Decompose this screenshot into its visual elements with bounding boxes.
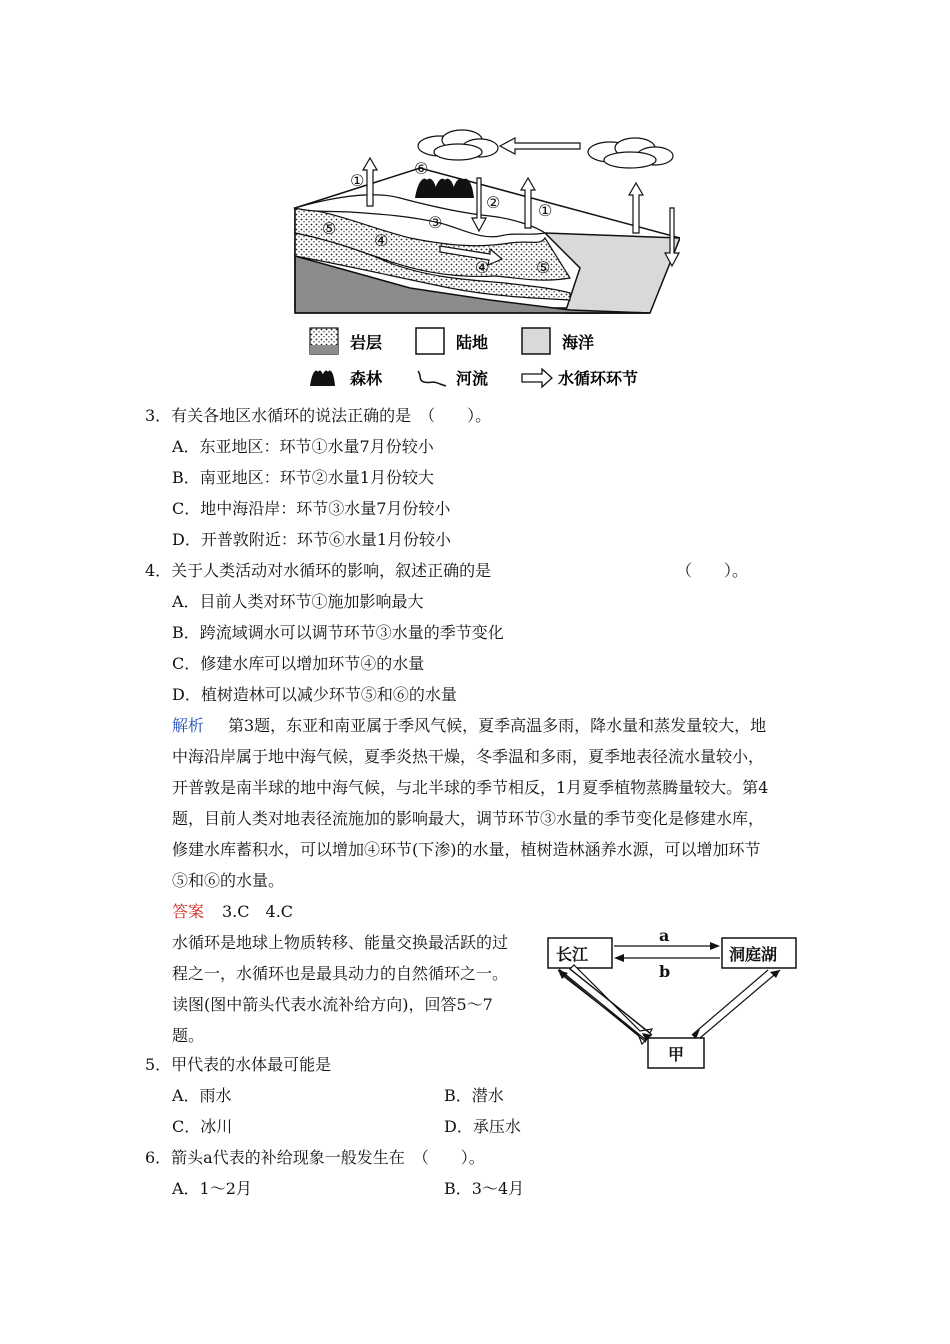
q6-option-a: A．1～2月	[172, 1179, 252, 1198]
q3-option-d: D．开普敦附近：环节⑥水量1月份较小	[172, 530, 452, 549]
water-cycle-diagram	[290, 128, 680, 398]
marker-4-right: ④	[475, 258, 490, 277]
node-dongting: 洞庭湖	[729, 945, 778, 964]
answer-text: 3.C 4.C	[222, 902, 294, 921]
analysis-label: 解析	[172, 716, 205, 735]
q5-option-b: B．潜水	[444, 1086, 504, 1105]
q3-option-b: B．南亚地区：环节②水量1月份较大	[172, 468, 434, 487]
legend-forest: 森林	[350, 369, 383, 388]
q6-option-b: B．3～4月	[444, 1179, 525, 1198]
analysis-line-5: 修建水库蓄积水，可以增加④环节(下渗)的水量，植树造林涵养水源，可以增加环节	[172, 840, 761, 859]
marker-2: ②	[486, 193, 501, 212]
q4-option-a: A．目前人类对环节①施加影响最大	[172, 592, 424, 611]
q4-stem: 4．关于人类活动对水循环的影响，叙述正确的是	[145, 561, 492, 580]
hollow-arrow-icon	[522, 369, 552, 387]
marker-6: ⑥	[414, 159, 429, 178]
legend-cycle: 水循环环节	[558, 369, 639, 388]
analysis-line-1: 第3题，东亚和南亚属于季风气候，夏季高温多雨，降水量和蒸发量较大，地	[228, 716, 767, 735]
intro-line-4: 题。	[172, 1026, 205, 1045]
q4-option-c: C．修建水库可以增加环节④的水量	[172, 654, 425, 673]
intro-line-1: 水循环是地球上物质转移、能量交换最活跃的过	[172, 933, 509, 952]
legend-ocean: 海洋	[562, 333, 595, 352]
forest-icon	[310, 371, 335, 386]
analysis-line-4: 题，目前人类对地表径流施加的影响最大，调节环节③水量的季节变化是修建水库，	[172, 809, 765, 828]
marker-1-left: ①	[350, 171, 365, 190]
node-changjiang: 长江	[556, 945, 589, 964]
q5-option-d: D．承压水	[444, 1117, 521, 1136]
river-icon	[418, 371, 446, 386]
arrow-label-b: b	[659, 962, 671, 981]
q5-option-a: A．雨水	[172, 1086, 232, 1105]
analysis-line-2: 中海沿岸属于地中海气候，夏季炎热干燥，冬季温和多雨，夏季地表径流水量较小，	[172, 747, 765, 766]
analysis-line-6: ⑤和⑥的水量。	[172, 871, 285, 890]
marker-3: ③	[428, 213, 443, 232]
marker-1-right: ①	[538, 201, 553, 220]
q6-stem: 6．箭头a代表的补给现象一般发生在 （ ）。	[145, 1148, 485, 1167]
q3-stem: 3．有关各地区水循环的说法正确的是 （ ）。	[145, 406, 492, 425]
q3-option-a: A．东亚地区：环节①水量7月份较小	[172, 437, 434, 456]
analysis-line-3: 开普敦是南半球的地中海气候，与北半球的季节相反，1月夏季植物蒸腾量较大。第4	[172, 778, 769, 797]
legend-river: 河流	[456, 369, 489, 388]
q5-option-c: C．冰川	[172, 1117, 233, 1136]
answer-label: 答案	[172, 902, 205, 921]
q4-option-b: B．跨流域调水可以调节环节③水量的季节变化	[172, 623, 504, 642]
arrow-label-a: a	[659, 926, 670, 945]
q3-option-c: C．地中海沿岸：环节③水量7月份较小	[172, 499, 451, 518]
intro-line-3: 读图(图中箭头代表水流补给方向)，回答5～7	[172, 995, 493, 1014]
legend-rock: 岩层	[350, 333, 383, 352]
intro-line-2: 程之一，水循环也是最具动力的自然循环之一。	[172, 964, 509, 983]
q5-stem: 5．甲代表的水体最可能是	[145, 1055, 332, 1074]
node-jia: 甲	[668, 1045, 685, 1064]
legend-land: 陆地	[456, 333, 489, 352]
marker-4-left: ④	[374, 231, 389, 250]
q4-paren: （ ）。	[676, 561, 749, 580]
q4-option-d: D．植树造林可以减少环节⑤和⑥的水量	[172, 685, 457, 704]
water-body-diagram	[540, 925, 805, 1075]
marker-5-left: ⑤	[322, 219, 337, 238]
marker-5-right: ⑤	[536, 258, 551, 277]
